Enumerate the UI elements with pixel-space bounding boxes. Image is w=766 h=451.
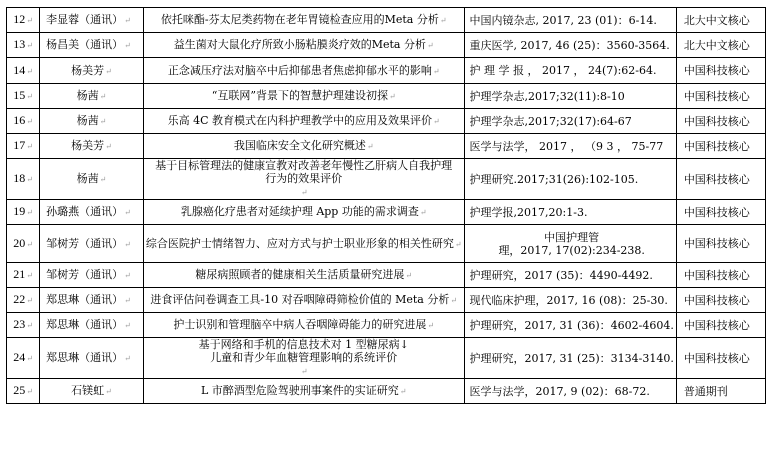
table-row [7,58,766,84]
row-number: 24 [13,350,26,364]
paper-title: 依托咪酯-芬太尼类药物在老年胃镜检查应用的Meta 分析 [160,13,439,26]
index-level: 中国科技核心 [683,89,750,103]
paragraph-mark: ↵ [99,117,107,126]
paragraph-mark: ↵ [426,41,434,50]
row-number: 18 [13,171,26,185]
index-level-cell [676,84,765,109]
row-number: 25 [13,383,26,397]
row-number: 17 [13,138,26,152]
title-cell [143,33,464,58]
row-number-cell [7,134,40,159]
index-level: 普通期刊 [683,384,728,398]
author-name: 杨美芳 [71,139,105,152]
paragraph-mark: ↵ [26,117,33,126]
journal-cell [464,134,676,159]
row-number: 19 [13,204,26,218]
author-cell [40,338,144,379]
paragraph-mark: ↵ [124,239,131,249]
author-cell [40,225,144,263]
journal-cell [464,159,676,200]
paragraph-mark: ↵ [399,387,407,396]
table-row [7,134,766,159]
table-row [7,288,766,313]
index-level: 中国科技核心 [683,64,750,77]
table-row [7,159,766,200]
author-name: 邹树芳（通讯） [46,236,124,250]
paragraph-mark: ↵ [26,175,33,184]
table-row [7,313,766,338]
row-number-cell [7,338,40,379]
row-number-cell [7,33,40,58]
table-row [7,109,766,134]
author-name: 李显蓉（通讯） [46,13,124,26]
row-number-cell [7,58,40,84]
paragraph-mark: ↵ [427,321,435,330]
paragraph-mark: ↵ [433,117,440,126]
index-level: 北大中文核心 [683,13,750,27]
paragraph-mark: ↵ [124,16,131,25]
journal-citation: 中国内镜杂志, 2017, 23 (01)：6-14. [469,13,657,27]
row-number: 12 [13,12,26,26]
journal-citation-line: 中国护理管 [544,230,600,244]
row-number: 23 [13,317,26,331]
paper-title-line: 儿童和青少年血糖管理影响的系统评价 [210,351,398,364]
journal-cell [464,84,676,109]
table-row [7,225,766,263]
author-name: 杨昌美（通讯） [46,38,124,51]
journal-cell [464,288,676,313]
row-number-cell [7,109,40,134]
journal-citation: 护理学杂志,2017;32(17):64-67 [469,114,632,128]
journal-citation: 护理研究.2017;31(26):102-105. [469,172,639,186]
paragraph-mark: ↵ [26,296,33,305]
paragraph-mark: ↵ [105,142,112,151]
paragraph-mark: ↵ [439,16,447,25]
paragraph-mark: ↵ [26,354,33,363]
paragraph-mark: ↵ [450,296,458,305]
title-cell [143,200,464,225]
journal-cell [464,200,676,225]
publication-table [6,7,766,404]
paragraph-mark: ↵ [26,16,33,25]
table-row [7,338,766,379]
paragraph-mark: ↵ [124,321,131,330]
index-level-cell [676,225,765,263]
table-row [7,8,766,33]
author-cell [40,109,144,134]
journal-citation: 护理研究，2017 (35)：4490-4492. [469,268,653,282]
index-level-cell [676,263,765,288]
index-level: 中国科技核心 [683,114,750,128]
paragraph-mark: ↵ [124,208,131,217]
table-row [7,379,766,404]
author-name: 郑思琳（通讯） [46,351,124,364]
row-number-cell [7,159,40,200]
author-name: 杨美芳 [71,63,105,77]
row-number-cell [7,8,40,33]
author-name: 郑思琳（通讯） [46,293,124,306]
title-cell [143,109,464,134]
author-name: 孙璐燕（通讯） [46,205,124,218]
journal-cell [464,33,676,58]
row-number-cell [7,200,40,225]
journal-cell [464,8,676,33]
author-cell [40,33,144,58]
row-number: 16 [13,113,26,127]
author-cell [40,379,144,404]
title-cell [143,58,464,84]
journal-cell [464,225,676,263]
paragraph-mark: ↵ [105,66,112,76]
paragraph-mark: ↵ [26,41,33,50]
index-level: 中国科技核心 [683,351,750,365]
index-level: 中国科技核心 [683,172,750,186]
author-cell [40,288,144,313]
paper-title: 乐高 4C 教育模式在内科护理教学中的应用及效果评价 [167,114,433,127]
journal-cell [464,58,676,84]
journal-cell [464,338,676,379]
journal-citation: 医学与法学， 2017 ， （9 3 ， 75-77 [469,139,664,153]
author-cell [40,200,144,225]
journal-citation: 医学与法学，2017, 9 (02)：68-72. [469,384,650,398]
paragraph-mark: ↵ [405,271,413,280]
index-level-cell [676,33,765,58]
paper-title: 进食评估问卷调查工具-10 对吞咽障碍筛检价值的 Meta 分析 [150,293,450,306]
row-number: 13 [13,37,26,51]
row-number-cell [7,288,40,313]
paper-title-line: 基于目标管理法的健康宣教对改善老年慢性乙肝病人自我护理 [155,159,453,172]
row-number-cell [7,313,40,338]
author-name: 杨茜 [76,89,99,102]
paragraph-mark: ↵ [124,271,131,280]
paper-title: “互联网”背景下的智慧护理建设初探 [211,89,388,102]
index-level: 中国科技核心 [683,268,750,282]
author-name: 邹树芳（通讯） [46,268,124,281]
author-cell [40,58,144,84]
paragraph-mark: ↵ [99,175,107,184]
paper-title: 益生菌对大鼠化疗所致小肠粘膜炎疗效的Meta 分析 [173,38,426,51]
row-number-cell [7,84,40,109]
row-number: 14 [13,62,26,77]
paper-title-line: 基于网络和手机的信息技术对 1 型糖尿病↓ [198,338,409,351]
paper-title: L 市醉酒型危险驾驶刑事案件的实证研究 [200,384,399,397]
index-level: 中国科技核心 [683,293,750,307]
index-level-cell [676,313,765,338]
journal-citation: 护 理 学 报 ， 2017 ， 24(7):62-64. [469,64,657,77]
paragraph-mark: ↵ [26,208,33,217]
paragraph-mark: ↵ [26,271,33,280]
index-level-cell [676,58,765,84]
title-cell [143,263,464,288]
paper-title: 乳腺癌化疗患者对延续护理 App 功能的需求调查 [180,205,419,218]
paragraph-mark: ↵ [366,142,374,151]
paper-title: 糖尿病照顾者的健康相关生活质量研究进展 [195,268,405,281]
index-level-cell [676,379,765,404]
title-cell [143,134,464,159]
row-number-cell [7,379,40,404]
paragraph-mark: ↵ [26,387,33,396]
paragraph-mark: ↵ [124,354,131,363]
author-cell [40,263,144,288]
index-level-cell [676,109,765,134]
title-cell [143,84,464,109]
journal-citation: 护理学杂志,2017;32(11):8-10 [469,89,625,103]
title-cell [143,313,464,338]
paragraph-mark: ↵ [432,66,440,76]
paragraph-mark: ↵ [124,296,131,305]
row-number: 20 [13,235,26,250]
title-cell [143,338,464,379]
paragraph-mark: ↵ [26,66,33,76]
paragraph-mark: ↵ [105,387,112,396]
table-row [7,200,766,225]
paragraph-mark: ↵ [26,92,33,101]
paragraph-mark: ↵ [26,142,33,151]
title-cell [143,379,464,404]
index-level-cell [676,288,765,313]
journal-citation: 护理研究，2017, 31 (36)：4602-4604. [469,318,674,332]
index-level-cell [676,200,765,225]
author-cell [40,84,144,109]
author-name: 杨茜 [76,114,99,127]
paragraph-mark: ↵ [300,188,308,197]
paper-title: 综合医院护士情绪智力、应对方式与护士职业形象的相关性研究 [145,236,454,250]
paragraph-mark: ↵ [26,239,33,249]
title-cell [143,159,464,200]
table-row [7,33,766,58]
journal-cell [464,263,676,288]
paragraph-mark: ↵ [26,321,33,330]
row-number: 22 [13,292,26,306]
paper-title: 正念减压疗法对脑卒中后抑郁患者焦虑抑郁水平的影响 [167,63,432,77]
index-level-cell [676,8,765,33]
table-row [7,263,766,288]
paragraph-mark: ↵ [124,41,131,50]
row-number: 21 [13,267,26,281]
index-level: 中国科技核心 [683,237,750,250]
row-number: 15 [13,88,26,102]
title-cell [143,288,464,313]
journal-citation-line: 理，2017, 17(02):234-238. [498,243,645,257]
journal-cell [464,379,676,404]
paragraph-mark: ↵ [454,239,462,249]
title-cell [143,225,464,263]
paragraph-mark: ↵ [388,92,396,101]
author-name: 杨茜 [76,172,99,185]
journal-citation: 重庆医学, 2017, 46 (25)：3560-3564. [469,38,670,52]
row-number-cell [7,225,40,263]
paragraph-mark: ↵ [419,208,427,217]
index-level: 中国科技核心 [683,139,750,153]
paper-title: 护士识别和管理脑卒中病人吞咽障碍能力的研究进展 [173,318,427,331]
title-cell [143,8,464,33]
journal-citation: 现代临床护理，2017, 16 (08)：25-30. [469,293,668,307]
journal-cell [464,109,676,134]
author-name: 郑思琳（通讯） [46,318,124,331]
index-level-cell [676,338,765,379]
journal-cell [464,313,676,338]
author-cell [40,134,144,159]
index-level: 中国科技核心 [683,318,750,332]
author-cell [40,313,144,338]
paper-title: 我国临床安全文化研究概述 [233,139,366,152]
author-cell [40,159,144,200]
index-level: 中国科技核心 [683,205,750,219]
paragraph-mark: ↵ [99,92,107,101]
author-name: 石镁虹 [71,384,105,397]
index-level: 北大中文核心 [683,38,750,52]
author-cell [40,8,144,33]
row-number-cell [7,263,40,288]
table-row [7,84,766,109]
journal-citation: 护理研究，2017, 31 (25)：3134-3140. [469,351,674,365]
index-level-cell [676,159,765,200]
paragraph-mark: ↵ [300,367,308,376]
journal-citation: 护理学报,2017,20:1-3. [469,205,588,219]
paper-title-line: 行为的效果评价 [265,172,343,185]
index-level-cell [676,134,765,159]
